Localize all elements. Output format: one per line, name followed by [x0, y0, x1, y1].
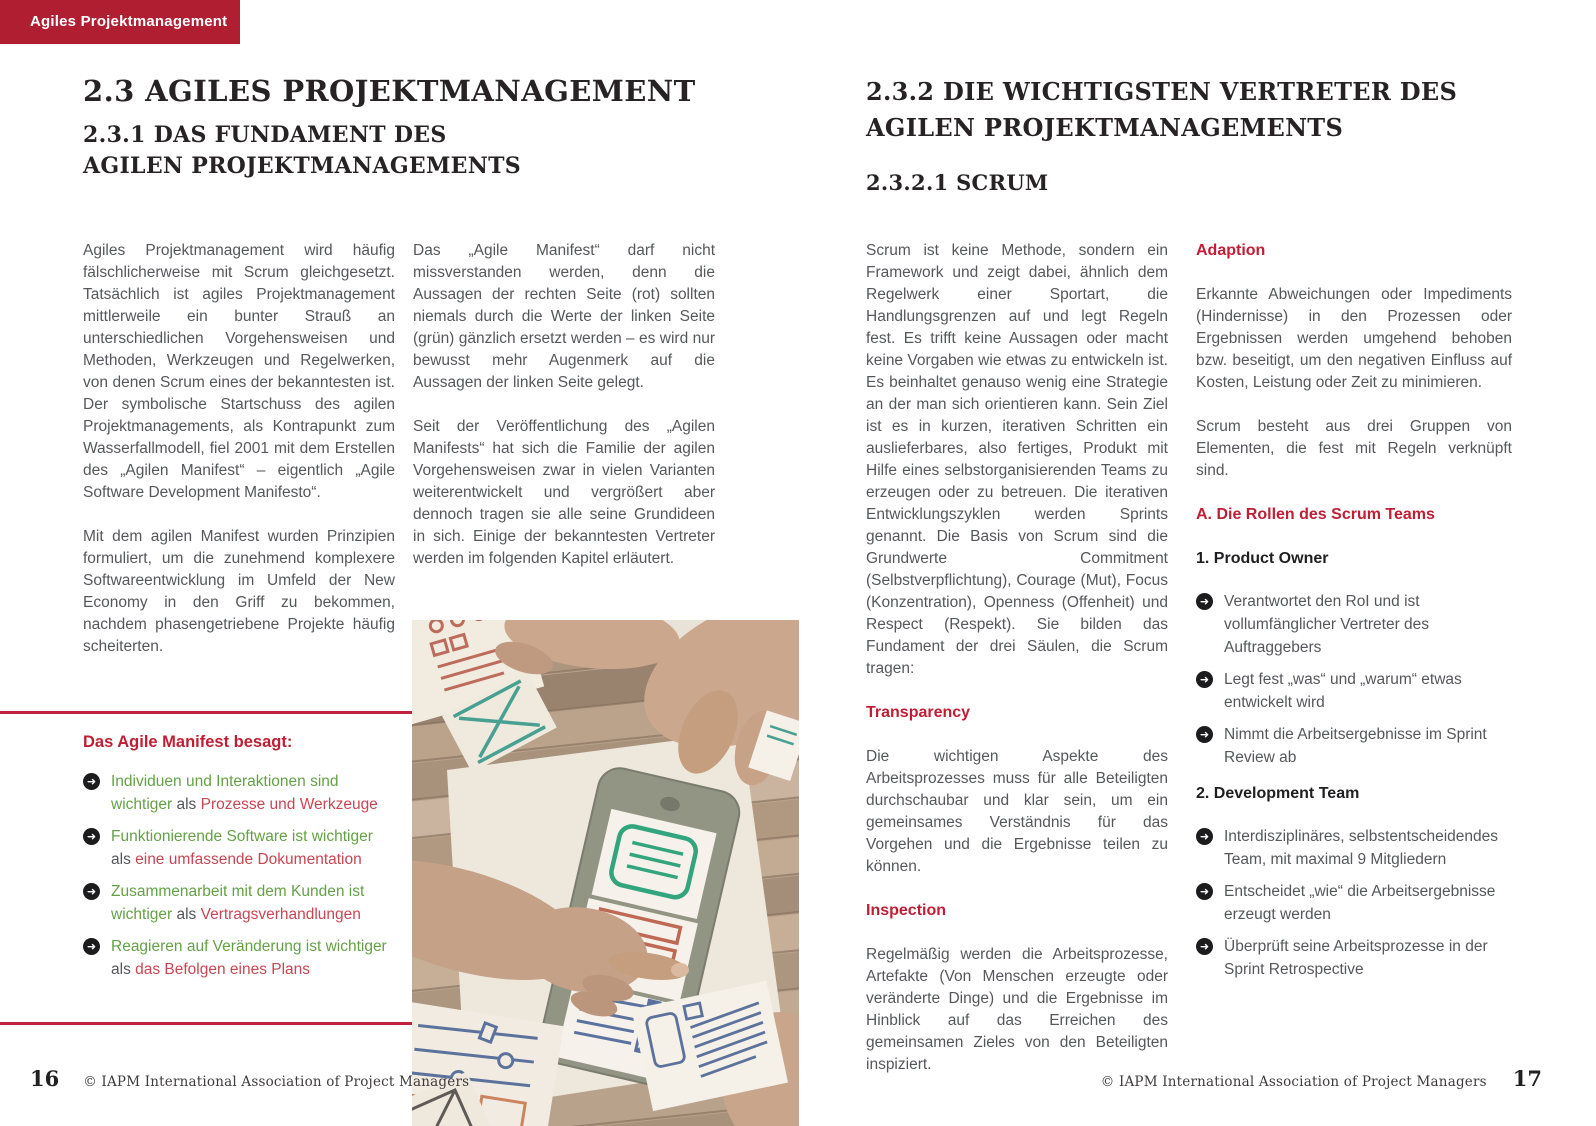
- arrow-bullet-icon: ➜: [83, 938, 100, 955]
- bullet-item: [1196, 590, 1512, 659]
- section-heading-adaption: Adaption: [1196, 242, 1266, 259]
- photo-warm-overlay: [412, 620, 799, 1126]
- right-page-footer: [1101, 1066, 1542, 1091]
- paragraph: Mit dem agilen Manifest wurden Prinzipien formuliert, um die zunehmend komplexere Softwareentwicklung im Umfeld der New Economy in den Griff zu bekommen, nachdem phasengetriebene Projekte häufig scheiterten.: [83, 528, 395, 655]
- page-number: 16: [30, 1066, 60, 1091]
- paragraph: Scrum ist keine Methode, sondern ein Framework und zeigt dabei, ähnlich dem Regelwerk einer Sportart, die Handlungsgrenzen auf und legt Regeln fest. Es trifft keine Aussagen oder macht keine Vorgaben wie etwas zu entwickeln ist. Es beinhaltet genauso wenig eine Strategie an der man sich orientieren kann. Sein Ziel ist es in kurzen, iterativen Schritten ein auslieferbares, also fertiges, Produkt mit Hilfe eines selbstorganisierenden Teams zu erzeugen oder zu betreuen. Die iterativen Entwicklungszyklen werden Sprints genannt. Die Basis von Scrum sind die Grundwerte Commitment (Selbstverpflichtung), Courage (Mut), Focus (Konzentration), Openness (Offenheit) und Respect (Respekt). Sie bilden das Fundament der drei Säulen, die Scrum tragen:: [866, 242, 1168, 677]
- arrow-bullet-icon: ➜: [83, 828, 100, 845]
- right-page-subtitle: 2.3.2.1 SCRUM: [866, 170, 1049, 195]
- role-title-development-team: 2. Development Team: [1196, 785, 1360, 802]
- chapter-badge: [0, 0, 240, 44]
- manifest-item: [83, 770, 395, 816]
- arrow-bullet-icon: ➜: [83, 883, 100, 900]
- list-item-text: Funktionierende Software ist wichtiger als eine umfassende Dokumentation: [111, 828, 373, 868]
- manifest-bottom-rule: [0, 1022, 412, 1025]
- paragraph: Die wichtigen Aspekte des Arbeitsprozesses muss für alle Beteiligten durchschaubar und klar sein, um ein gemeinsames Verständnis für das Vorgehen und die Ergebnisse teilen zu können.: [866, 748, 1168, 875]
- page-number: 17: [1512, 1066, 1542, 1091]
- bullet-item: [1196, 880, 1512, 926]
- right-page-title: 2.3.2 DIE WICHTIGSTEN VERTRETER DES AGILEN PROJEKTMANAGEMENTS: [866, 77, 1458, 142]
- arrow-bullet-icon: ➜: [1196, 828, 1213, 845]
- bullet-item: [1196, 825, 1512, 871]
- list-item-text: Überprüft seine Arbeitsprozesse in der Sprint Retrospective: [1224, 938, 1488, 978]
- product-owner-bullet-list: [1196, 590, 1512, 769]
- list-item-text: Reagieren auf Veränderung ist wichtiger als das Befolgen eines Plans: [111, 938, 387, 978]
- copyright-line: © IAPM International Association of Project Managers: [1100, 1074, 1487, 1090]
- list-item-text: Nimmt die Arbeitsergebnisse im Sprint Review ab: [1224, 726, 1487, 766]
- left-page-subtitle: 2.3.1 DAS FUNDAMENT DES AGILEN PROJEKTMANAGEMENTS: [83, 122, 521, 179]
- section-heading-scrum-roles: A. Die Rollen des Scrum Teams: [1196, 506, 1435, 523]
- list-item-text: Interdisziplinäres, selbstentscheidendes Team, mit maximal 9 Mitgliedern: [1224, 828, 1498, 868]
- manifest-item: [83, 935, 395, 981]
- paragraph: Regelmäßig werden die Arbeitsprozesse, Artefakte (Von Menschen erzeugte oder veränderte Dinge) und die Ergebnisse im Hinblick auf das Erreichen des gemeinsamen Zieles von den Beteiligten inspiziert.: [866, 946, 1168, 1073]
- left-page-title: 2.3 AGILES PROJEKTMANAGEMENT: [83, 74, 696, 108]
- right-page-column-2: [1196, 240, 1512, 990]
- bullet-item: [1196, 723, 1512, 769]
- role-title-product-owner: 1. Product Owner: [1196, 550, 1329, 567]
- list-item-text: Verantwortet den RoI und ist vollumfänglicher Vertreter des Auftraggebers: [1224, 593, 1430, 656]
- section-heading-inspection: Inspection: [866, 902, 947, 919]
- manifest-item: [83, 825, 395, 871]
- arrow-bullet-icon: ➜: [83, 773, 100, 790]
- paragraph: Scrum besteht aus drei Gruppen von Elementen, die fest mit Regeln verknüpft sind.: [1196, 418, 1512, 479]
- list-item-text: Zusammenarbeit mit dem Kunden ist wichtiger als Vertragsverhandlungen: [111, 883, 365, 923]
- copyright-line: © IAPM International Association of Project Managers: [83, 1074, 470, 1090]
- paragraph: Seit der Veröffentlichung des „Agilen Manifests“ hat sich die Familie der agilen Vorgehensweisen zwar in vielen Varianten weiterentwickelt und vergrößert aber dennoch tragen sie alle seine Grundideen in sich. Einige der bekanntesten Vertreter werden im folgenden Kapitel erläutert.: [413, 418, 715, 567]
- paragraph: Erkannte Abweichungen oder Impediments (Hindernisse) in den Prozessen oder Ergebnissen werden umgehend behoben bzw. beseitigt, um den negativen Einfluss auf Kosten, Leistung oder Zeit zu minimieren.: [1196, 286, 1512, 391]
- arrow-bullet-icon: ➜: [1196, 671, 1213, 688]
- left-page-column-1: [83, 240, 395, 680]
- manifest-list: [83, 770, 395, 990]
- list-item-text: Legt fest „was“ und „warum“ etwas entwickelt wird: [1224, 671, 1462, 711]
- left-page-column-2: [413, 240, 715, 592]
- list-item-text: Individuen und Interaktionen sind wichtiger als Prozesse und Werkzeuge: [111, 773, 378, 813]
- development-team-bullet-list: [1196, 825, 1512, 981]
- bullet-item: [1196, 668, 1512, 714]
- right-page-column-1: [866, 240, 1168, 1098]
- paragraph: Agiles Projektmanagement wird häufig fälschlicherweise mit Scrum gleichgesetzt. Tatsächlich ist agiles Projektmanagement mittlerweile ein bunter Strauß an unterschiedlichen Vorgehensweisen und Methoden, Werkzeugen und Regelwerken, von denen Scrum eines der bekanntesten ist. Der symbolische Startschuss des agilen Projektmanagements, als Kontrapunkt zum Wasserfallmodell, fiel 2001 mit dem Erstellen des „Agilen Manifest“ – eigentlich „Agile Software Development Manifesto“.: [83, 242, 395, 501]
- arrow-bullet-icon: ➜: [1196, 938, 1213, 955]
- paper-prototyping-photo: [412, 620, 799, 1126]
- photo-illustration: [412, 620, 799, 1126]
- chapter-badge-label: Agiles Projektmanagement: [30, 13, 228, 30]
- manifest-item: [83, 880, 395, 926]
- list-item-text: Entscheidet „wie“ die Arbeitsergebnisse erzeugt werden: [1224, 883, 1496, 923]
- arrow-bullet-icon: ➜: [1196, 593, 1213, 610]
- section-heading-transparency: Transparency: [866, 704, 971, 721]
- manifest-heading: Das Agile Manifest besagt:: [83, 733, 293, 751]
- bullet-item: [1196, 935, 1512, 981]
- arrow-bullet-icon: ➜: [1196, 883, 1213, 900]
- arrow-bullet-icon: ➜: [1196, 726, 1213, 743]
- paragraph: Das „Agile Manifest“ darf nicht missverstanden werden, denn die Aussagen der rechten Seite (rot) sollten niemals durch die Werte der linken Seite (grün) gänzlich ersetzt werden – es wird nur bewusst mehr Augenmerk auf die Aussagen der linken Seite gelegt.: [413, 242, 715, 391]
- manifest-top-rule: [0, 711, 412, 714]
- left-page-footer: [30, 1066, 469, 1091]
